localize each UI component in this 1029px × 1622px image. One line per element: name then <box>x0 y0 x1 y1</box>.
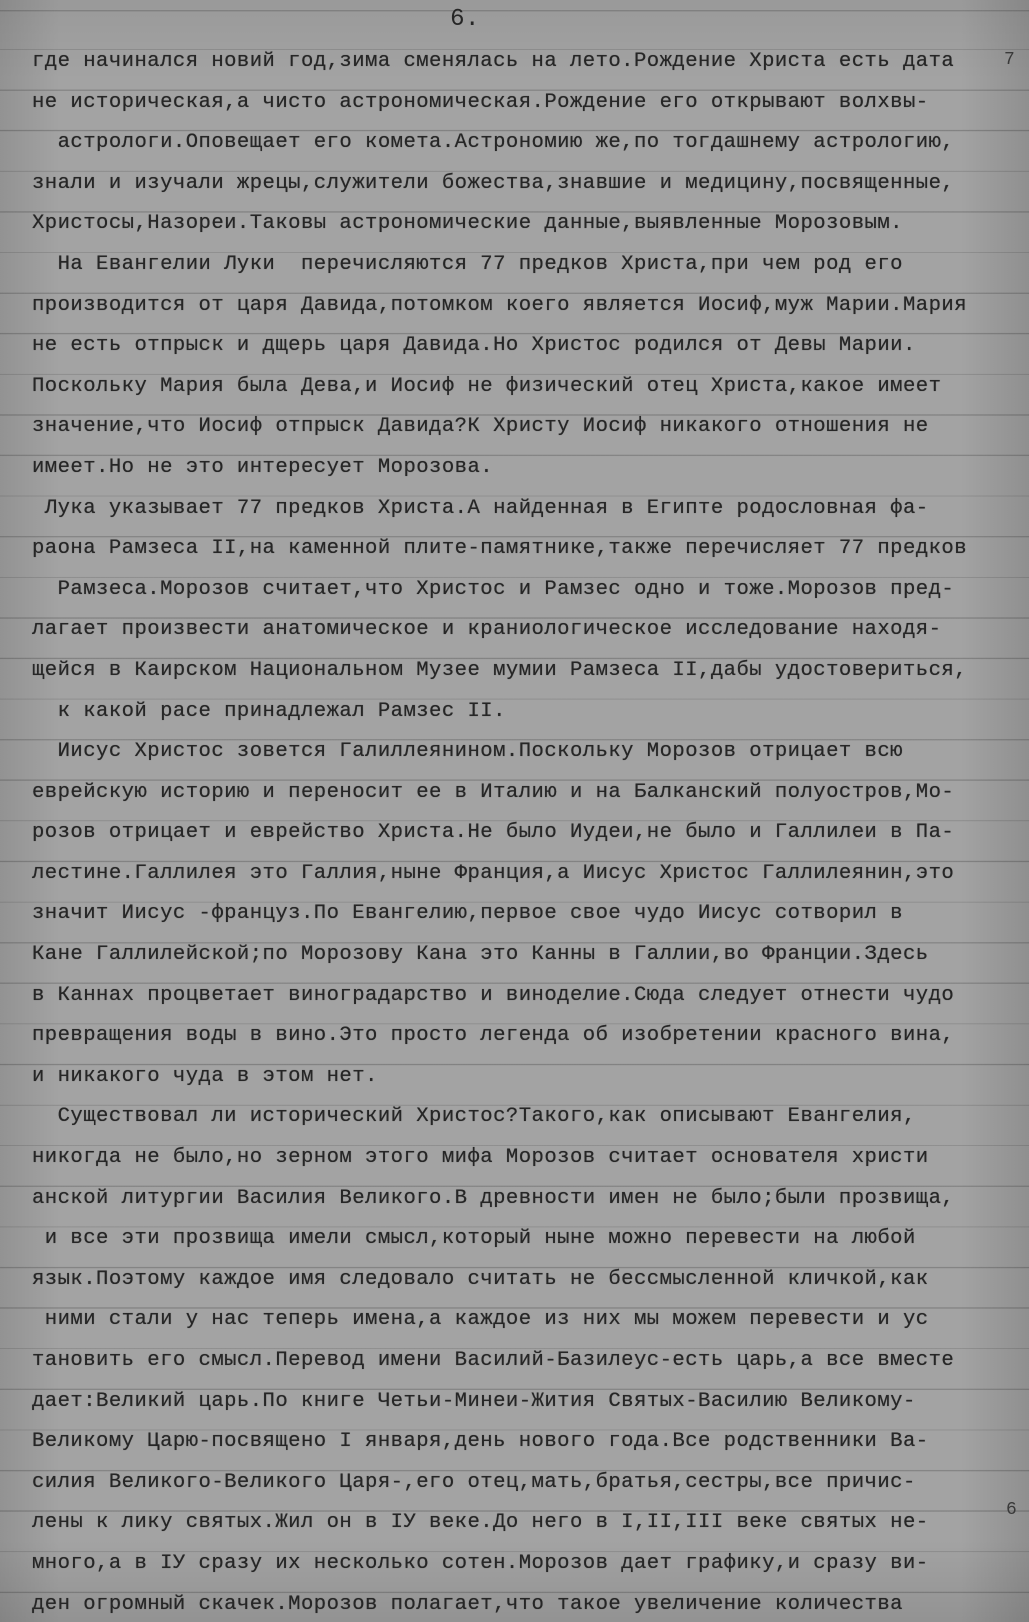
text-line: где начинался новий год,зима сменялась на лето.Рождение Христа есть дата <box>32 50 955 73</box>
text-line: лестине.Галлилея это Галлия,ныне Франция,а Иисус Христос Галлилеянин,это <box>32 861 955 885</box>
text-line: На Евангелии Луки перечисляются 77 предков Христа,при чем род его <box>32 252 903 276</box>
text-line: к какой расе принадлежал Рамзес II. <box>32 699 506 723</box>
text-line: Великому Царю-посвящено I января,день нового года.Все родственники Ва- <box>32 1430 929 1454</box>
text-line: Существовал ли исторический Христос?Такого,как описывают Евангелия, <box>32 1105 916 1129</box>
text-line: лены к лику святых.Жил он в IУ веке.До него в I,II,III веке святых не- <box>32 1511 929 1535</box>
typed-text-body <box>32 42 1017 1622</box>
text-line: Иисус Христос зовется Галиллеянином.Поскольку Морозов отрицает всю <box>32 740 903 764</box>
text-line: значит Иисус -француз.По Евангелию,первое свое чудо Иисус сотворил в <box>32 902 903 926</box>
text-line: язык.Поэтому каждое имя следовало считать не бессмысленной кличкой,как <box>32 1267 929 1291</box>
text-line: анской литургии Василия Великого.В древности имен не было;были прозвища, <box>32 1186 955 1210</box>
text-line: превращения воды в вино.Это просто легенда об изобретении красного вина, <box>32 1024 955 1048</box>
text-line: Лука указывает 77 предков Христа.А найденная в Египте родословная фа- <box>32 496 929 520</box>
text-line: не есть отпрыск и дщерь царя Давида.Но Христос родился от Девы Марии. <box>32 334 916 358</box>
text-line: никогда не было,но зерном этого мифа Морозов считает основателя христи <box>32 1146 929 1170</box>
text-line: имеет.Но не это интересует Морозова. <box>32 455 494 479</box>
text-line: много,а в IУ сразу их несколько сотен.Морозов дает графику,и сразу ви- <box>32 1551 929 1575</box>
text-line: ден огромный скачек.Морозов полагает,что такое увеличение количества <box>32 1592 903 1616</box>
text-line: и никакого чуда в этом нет. <box>32 1064 378 1088</box>
text-line: и все эти прозвища имели смысл,который ныне можно перевести на любой <box>32 1227 916 1251</box>
page-number: 6. <box>450 6 480 33</box>
margin-mark-right-bottom: 6 <box>1006 1500 1017 1520</box>
text-line: астрологи.Оповещает его комета.Астрономию же,по тогдашнему астрологию, <box>32 131 955 155</box>
text-line: Рамзеса.Морозов считает,что Христос и Рамзес одно и тоже.Морозов пред- <box>32 577 955 601</box>
text-line: значение,что Иосиф отпрыск Давида?К Христу Иосиф никакого отношения не <box>32 415 929 439</box>
text-line: розов отрицает и еврейство Христа.Не было Иудеи,не было и Галлилеи в Па- <box>32 821 955 845</box>
text-line: Кане Галлилейской;по Морозову Кана это Канны в Галлии,во Франции.Здесь <box>32 943 929 967</box>
text-line: не историческая,а чисто астрономическая.Рождение его открывают волхвы- <box>32 90 929 114</box>
text-line: в Каннах процветает виноградарство и виноделие.Сюда следует отнести чудо <box>32 983 955 1007</box>
margin-mark-right-top: 7 <box>1004 50 1015 70</box>
text-line: раона Рамзеса II,на каменной плите-памятнике,также перечисляет 77 предков <box>32 537 968 561</box>
text-line: еврейскую историю и переносит ее в Италию и на Балканский полуостров,Мо- <box>32 780 955 804</box>
text-line: силия Великого-Великого Царя-,его отец,мать,братья,сестры,все причис- <box>32 1470 916 1494</box>
text-line: лагает произвести анатомическое и краниологическое исследование находя- <box>32 618 942 642</box>
text-line: знали и изучали жрецы,служители божества,знавшие и медицину,посвященные, <box>32 171 955 195</box>
text-line: производится от царя Давида,потомком коего является Иосиф,муж Марии.Мария <box>32 293 968 317</box>
text-line: дает:Великий царь.По книге Четьи-Минеи-Жития Святых-Василию Великому- <box>32 1389 916 1413</box>
text-line: Поскольку Мария была Дева,и Иосиф не физический отец Христа,какое имеет <box>32 374 942 398</box>
text-line: тановить его смысл.Перевод имени Василий-Базилеус-есть царь,а все вместе <box>32 1349 955 1372</box>
text-line: ними стали у нас теперь имена,а каждое из них мы можем перевести и ус <box>32 1308 929 1332</box>
text-line: Христосы,Назореи.Таковы астрономические данные,выявленные Морозовым. <box>32 212 903 236</box>
text-line: щейся в Каирском Национальном Музее мумии Рамзеса II,дабы удостовериться, <box>32 658 968 682</box>
